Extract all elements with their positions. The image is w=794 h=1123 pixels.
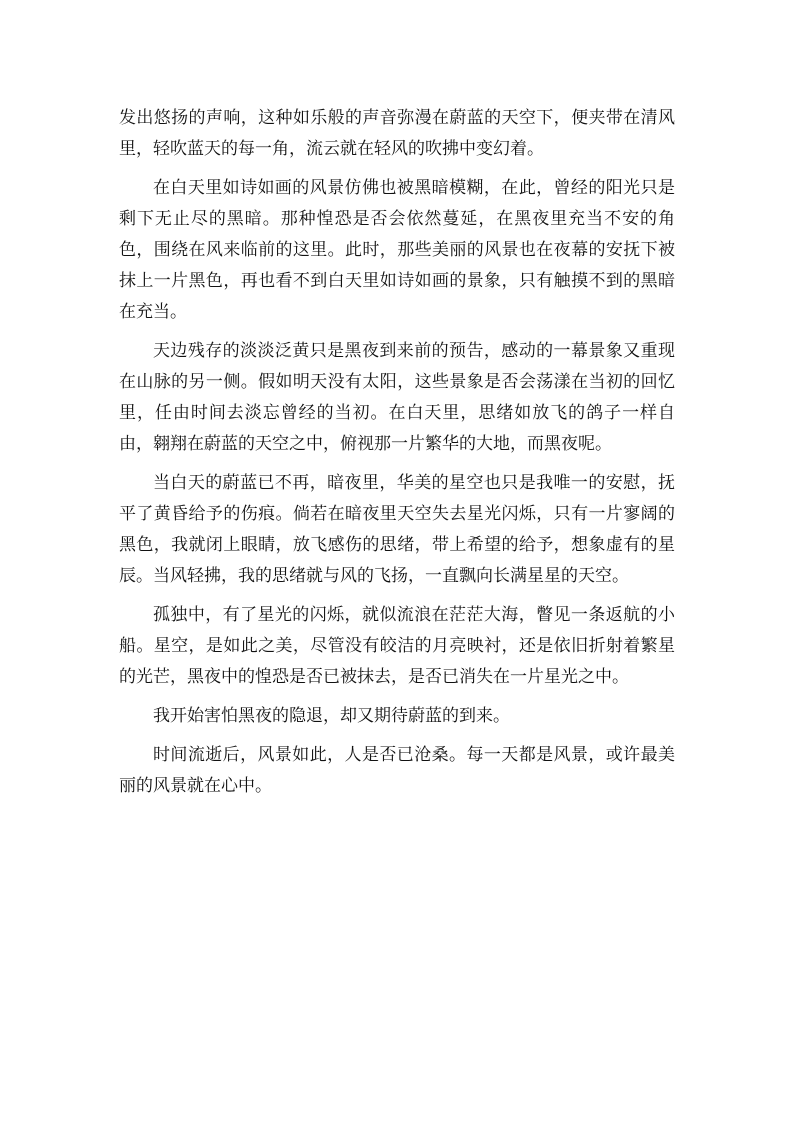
paragraph-7: 时间流逝后，风景如此，人是否已沧桑。每一天都是风景，或许最美丽的风景就在心中。 bbox=[119, 745, 675, 796]
paragraph-3: 天边残存的淡淡泛黄只是黑夜到来前的预告，感动的一幕景象又重现在山脉的另一侧。假如明天没有太阳，这些景象是否会荡漾在当初的回忆里，任由时间去淡忘曾经的当初。在白天里，思绪如放飞的鸽子一样自由，翱翔在蔚蓝的天空之中，俯视那一片繁华的大地，而黑夜呢。 bbox=[119, 341, 675, 454]
document-body bbox=[119, 103, 675, 810]
paragraph-1: 发出悠扬的声响，这种如乐般的声音弥漫在蔚蓝的天空下，便夹带在清风里，轻吹蓝天的每一角，流云就在轻风的吹拂中变幻着。 bbox=[119, 108, 675, 159]
paragraph-5: 孤独中，有了星光的闪烁，就似流浪在茫茫大海，瞥见一条返航的小船。星空，是如此之美，尽管没有皎洁的月亮映衬，还是依旧折射着繁星的光芒，黑夜中的惶恐是否已被抹去，是否已消失在一片星光之中。 bbox=[119, 605, 675, 687]
paragraph-6: 我开始害怕黑夜的隐退，却又期待蔚蓝的到来。 bbox=[153, 706, 510, 726]
paragraph-4: 当白天的蔚蓝已不再，暗夜里，华美的星空也只是我唯一的安慰，抚平了黄昏给予的伤痕。倘若在暗夜里天空失去星光闪烁，只有一片寥阔的黑色，我就闭上眼睛，放飞感伤的思绪，带上希望的给予，想象虚有的星辰。当风轻拂，我的思绪就与风的飞扬，一直飘向长满星星的天空。 bbox=[119, 473, 675, 586]
paragraph-2: 在白天里如诗如画的风景仿佛也被黑暗模糊，在此，曾经的阳光只是剩下无止尽的黑暗。那种惶恐是否会依然蔓延，在黑夜里充当不安的角色，围绕在风来临前的这里。此时，那些美丽的风景也在夜幕的安抚下被抹上一片黑色，再也看不到白天里如诗如画的景象，只有触摸不到的黑暗在充当。 bbox=[119, 178, 675, 322]
